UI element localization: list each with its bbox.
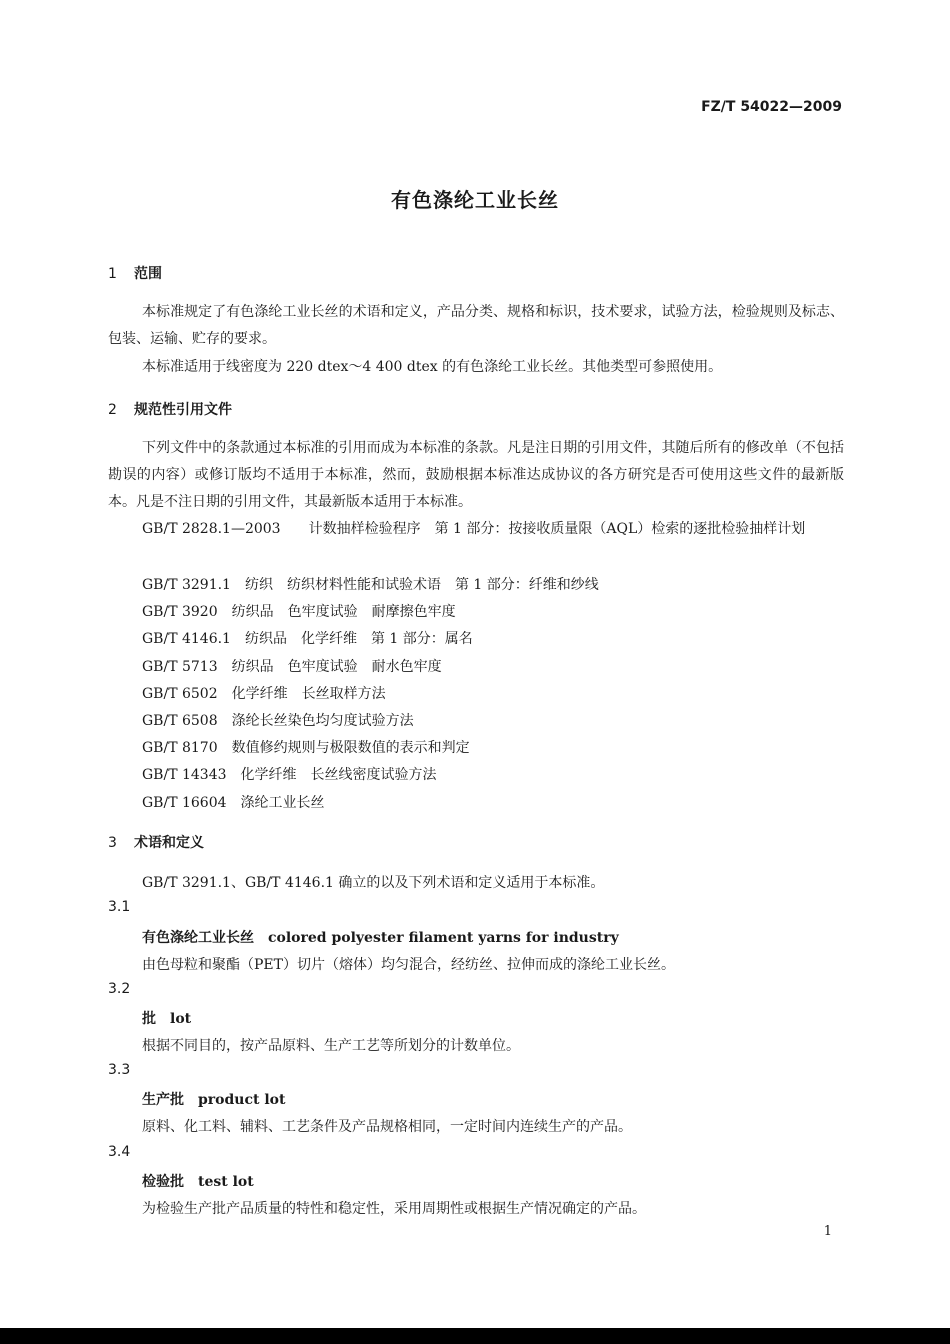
section-number: 3 — [108, 835, 117, 851]
section-3-heading — [108, 832, 204, 852]
section-title: 术语和定义 — [134, 835, 204, 851]
reference-code: GB/T 3291.1 — [142, 577, 231, 593]
reference-title: 计数抽样检验程序 第 1 部分：按接收质量限（AQL）检索的逐批检验抽样计划 — [308, 521, 806, 537]
reference-title: 纺织品 色牢度试验 耐水色牢度 — [231, 659, 442, 675]
term-number: 3.1 — [108, 899, 131, 915]
reference-item — [142, 601, 456, 621]
reference-item — [142, 656, 442, 676]
reference-title: 纺织品 色牢度试验 耐摩擦色牢度 — [231, 604, 456, 620]
reference-title: 数值修约规则与极限数值的表示和判定 — [231, 740, 470, 756]
reference-title: 化学纤维 长丝线密度试验方法 — [240, 767, 437, 783]
reference-code: GB/T 8170 — [142, 740, 218, 756]
scope-paragraph-1: 本标准规定了有色涤纶工业长丝的术语和定义，产品分类、规格和标识，技术要求，试验方法，检验规则及标志、包装、运输、贮存的要求。 — [108, 304, 844, 348]
section-2-heading — [108, 399, 232, 419]
reference-title: 纺织 纺织材料性能和试验术语 第 1 部分：纤维和纱线 — [244, 577, 599, 593]
reference-title: 涤纶长丝染色均匀度试验方法 — [231, 713, 414, 729]
term-name: 有色涤纶工业长丝 colored polyester filament yarns for industry — [142, 930, 619, 946]
reference-title: 涤纶工业长丝 — [240, 795, 325, 811]
reference-title: 化学纤维 长丝取样方法 — [231, 686, 386, 702]
reference-title: 纺织品 化学纤维 第 1 部分：属名 — [244, 631, 473, 647]
term-definition: 原料、化工料、辅料、工艺条件及产品规格相同，一定时间内连续生产的产品。 — [142, 1119, 632, 1135]
terms-intro: GB/T 3291.1、GB/T 4146.1 确立的以及下列术语和定义适用于本标准。 — [142, 875, 605, 891]
reference-item — [142, 737, 470, 757]
reference-code: GB/T 4146.1 — [142, 631, 231, 647]
term-name: 生产批 product lot — [142, 1092, 286, 1108]
reference-item — [142, 792, 325, 812]
reference-code: GB/T 5713 — [142, 659, 218, 675]
section-title: 范围 — [134, 266, 162, 282]
section-number: 1 — [108, 266, 117, 282]
section-title: 规范性引用文件 — [134, 402, 232, 418]
reference-item — [142, 683, 386, 703]
page-number: 1 — [823, 1224, 832, 1239]
reference-item — [142, 574, 599, 594]
term-name: 检验批 test lot — [142, 1174, 254, 1190]
reference-code: GB/T 14343 — [142, 767, 227, 783]
term-number: 3.2 — [108, 981, 131, 997]
term-number: 3.4 — [108, 1144, 131, 1160]
term-number: 3.3 — [108, 1062, 131, 1078]
term-definition: 为检验生产批产品质量的特性和稳定性，采用周期性或根据生产情况确定的产品。 — [142, 1201, 646, 1217]
reference-item — [142, 710, 414, 730]
section-number: 2 — [108, 402, 117, 418]
reference-code: GB/T 6508 — [142, 713, 218, 729]
reference-code: GB/T 3920 — [142, 604, 218, 620]
term-name: 批 lot — [142, 1011, 192, 1027]
bottom-border — [0, 1328, 950, 1344]
term-definition: 根据不同目的，按产品原料、生产工艺等所划分的计数单位。 — [142, 1038, 520, 1054]
document-title: 有色涤纶工业长丝 — [391, 188, 559, 212]
term-definition: 由色母粒和聚酯（PET）切片（熔体）均匀混合，经纺丝、拉伸而成的涤纶工业长丝。 — [142, 957, 675, 973]
standard-code: FZ/T 54022—2009 — [701, 99, 842, 115]
scope-paragraph-2: 本标准适用于线密度为 220 dtex～4 400 dtex 的有色涤纶工业长丝。其他类型可参照使用。 — [142, 359, 723, 375]
reference-code: GB/T 16604 — [142, 795, 227, 811]
reference-item — [108, 516, 844, 543]
reference-code: GB/T 2828.1—2003 — [142, 521, 281, 537]
reference-item — [142, 628, 473, 648]
normative-references-paragraph: 下列文件中的条款通过本标准的引用而成为本标准的条款。凡是注日期的引用文件，其随后所有的修改单（不包括勘误的内容）或修订版均不适用于本标准，然而，鼓励根据本标准达成协议的各方研究是否可使用这些文件的最新版本。凡是不注日期的引用文件，其最新版本适用于本标准。 — [108, 440, 844, 511]
reference-item — [142, 764, 437, 784]
section-1-heading — [108, 263, 162, 283]
reference-code: GB/T 6502 — [142, 686, 218, 702]
